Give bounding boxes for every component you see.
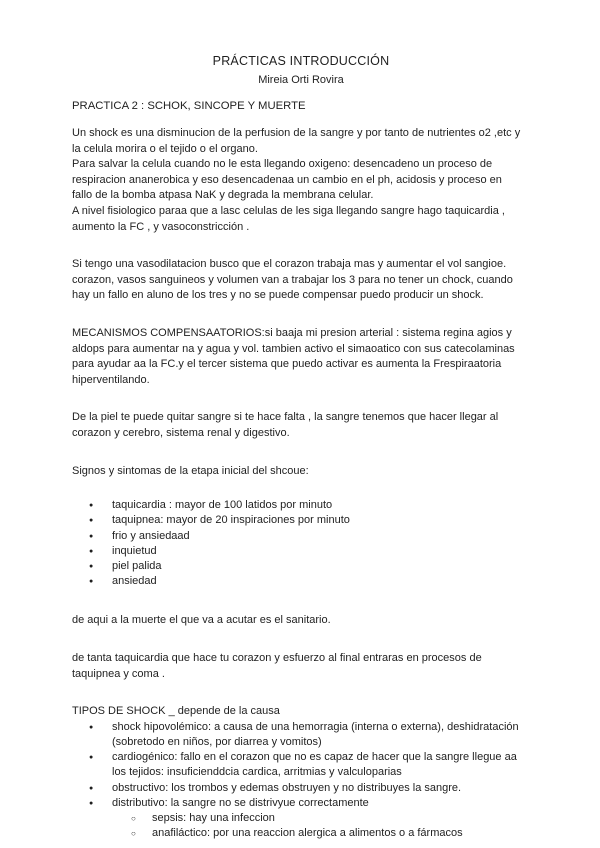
list-item [72, 720, 530, 750]
list-item: ● ansiedad [72, 574, 530, 589]
tachycardia-paragraph [72, 651, 530, 682]
blood-paragraph [72, 410, 530, 441]
text-line: ● distributivo: la sangre no se distrivyue correctamente [112, 796, 369, 809]
list-item: ● taquicardia : mayor de 100 latidos por minuto [72, 498, 530, 513]
section-heading: PRACTICA 2 : SCHOK, SINCOPE Y MUERTE [72, 100, 306, 112]
list-item: ● taquipnea: mayor de 20 inspiraciones por minuto [72, 513, 530, 528]
text-line: los tejidos: insuficienddcia cardica, arritmias y valculoparias [112, 766, 402, 779]
text-line: ● shock hipovolémico: a causa de una hemorragia (interna o externa), deshidratación [112, 720, 519, 733]
text-line: Para salvar la celula cuando no le esta llegando oxigeno: desencadeno un proceso de [72, 158, 493, 171]
text-line: taquipnea y coma . [72, 667, 165, 680]
vasodilation-paragraph [72, 257, 530, 304]
types-heading: TIPOS DE SHOCK _ depende de la causa [72, 705, 280, 718]
death-line: de aqui a la muerte el que va a acutar es el sanitario. [72, 614, 331, 627]
document-author: Mireia Orti Rovira [258, 74, 344, 86]
list-item [72, 781, 530, 796]
signs-intro: Signos y sintomas de la etapa inicial del shcoue: [72, 464, 309, 477]
list-item [72, 796, 530, 842]
text-line: Si tengo una vasodilatacion busco que el corazon trabaja mas y aumentar el vol sangioe. [72, 258, 507, 271]
text-line: De la piel te puede quitar sangre si te hace falta , la sangre tenemos que hacer llegar al [72, 411, 499, 424]
text-line: de tanta taquicardia que hace tu corazon y esfuerzo al final entraras en procesos de [72, 651, 482, 664]
text-line: corazon y cerebro, sistema renal y digestivo. [72, 426, 290, 439]
intro-paragraph [72, 126, 530, 235]
sub-list-item: ○ anafiláctico: por una reaccion alergica a alimentos o a fármacos [112, 826, 530, 841]
text-line: (sobretodo en niños, por diarrea y vomitos) [112, 735, 322, 748]
text-line: corazon, vasos sanguineos y volumen van a trabajar los 3 para no tener un chock, cuando [72, 273, 513, 286]
text-line: la celula morira o el tejido o el organo. [72, 142, 258, 155]
distributive-sublist [112, 811, 530, 841]
list-item: ● frio y ansiedaad [72, 529, 530, 544]
text-line: Un shock es una disminucion de la perfusion de la sangre y por tanto de nutrientes o2 ,etc y [72, 127, 521, 139]
text-line: ● cardiogénico: fallo en el corazon que no es capaz de hacer que la sangre llegue aa [112, 751, 517, 764]
sub-list-item: ○ sepsis: hay una infeccion [112, 811, 530, 826]
text-line: respiracion ananerobica y eso desencadenaa un cambio en el ph, acidosis y proceso en [72, 173, 502, 186]
text-line: aldops para aumentar na y agua y vol. tambien activo el simaoatico con sus catecolaminas [72, 342, 515, 355]
text-line: aumento la FC , y vasoconstricción . [72, 220, 250, 233]
text-line: hiperventilando. [72, 373, 150, 386]
list-item: ● piel palida [72, 559, 530, 574]
shock-types-list [72, 720, 530, 842]
text-line: A nivel fisiologico paraa que a lasc celulas de les siga llegando sangre hago taquicardia , [72, 204, 505, 217]
list-item [72, 750, 530, 780]
text-line: MECANISMOS COMPENSAATORIOS:si baaja mi presion arterial : sistema regina agios y [72, 326, 512, 339]
list-item: ● inquietud [72, 544, 530, 559]
text-line: fallo de la bomba atpasa NaK y degrada la membrana celular. [72, 189, 374, 202]
text-line: ● obstructivo: los trombos y edemas obstruyen y no distribuyes la sangre. [112, 781, 462, 794]
signs-list [72, 498, 530, 589]
text-line: hay un fallo en aluno de los tres y no se puede compensar puedo producir un shock. [72, 289, 484, 302]
document-title: PRÁCTICAS INTRODUCCIÓN [212, 54, 390, 68]
mechanisms-paragraph [72, 326, 530, 388]
text-line: para ayudar aa la FC.y el tercer sistema que puedo activar es aumenta la Frespiraatoria [72, 358, 502, 371]
